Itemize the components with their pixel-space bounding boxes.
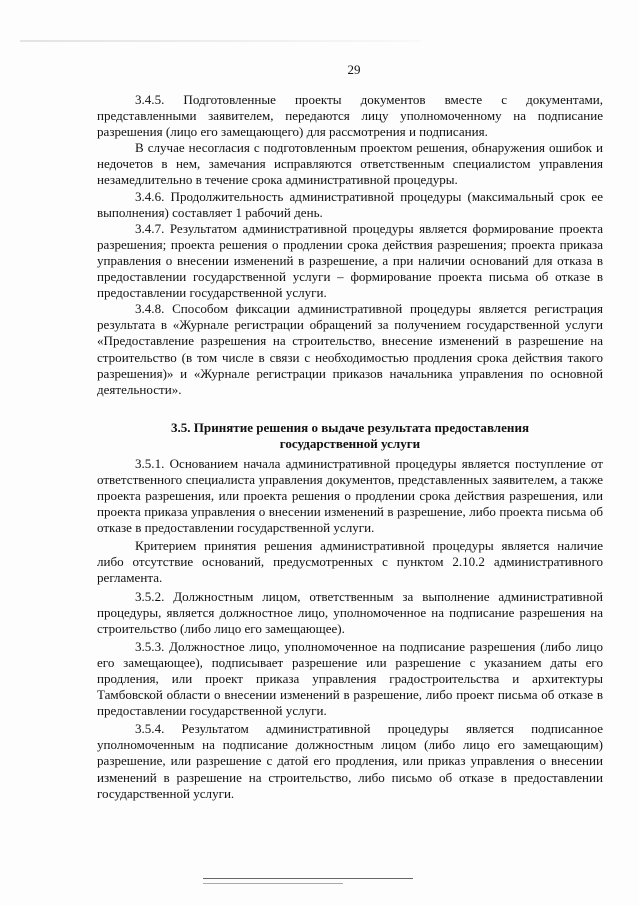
paragraph-3-5-4: 3.5.4. Результатом административной процедуры является подписанное уполномоченным на подписание должностным лицом (либо лицо его замещающим) разрешение, или разрешение с датой его продления, или приказ управления о внесении изменений в разрешение на строительство, либо письмо об отказе в предоставлении государственной услуги. [97, 721, 603, 801]
paragraph-disagreement: В случае несогласия с подготовленным проектом решения, обнаружения ошибок и недочетов в нем, замечания исправляются ответственным специалистом управления незамедлительно в течение срока административной процедуры. [97, 140, 603, 188]
section-heading-line2: государственной услуги [279, 435, 421, 451]
paragraph-3-5-2: 3.5.2. Должностным лицом, ответственным за выполнение административной процедуры, является должностное лицо, уполномоченное на подписание разрешения на строительство (либо лицо его замещающее). [97, 588, 603, 636]
footer-rule [203, 878, 413, 879]
footer-rule-secondary [203, 883, 343, 884]
paragraph-3-4-8: 3.4.8. Способом фиксации административной процедуры является регистрация результата в «Журнале регистрации обращений за получением государственной услуги «Предоставление разрешения на строительство, внесение изменений в разрешение на строительство (в том числе в связи с необходимостью продления срока действия такого разрешения)» и «Журнале регистрации приказов начальника управления по основной деятельности». [97, 301, 603, 397]
paragraph-3-4-5: 3.4.5. Подготовленные проекты документов вместе с документами, представленными заявителем, передаются лицу уполномоченному на подписание разрешения (лицо его замещающего) для рассмотрения и подписания. [97, 92, 603, 140]
section-heading-line1: 3.5. Принятие решения о выдаче результата предоставления [170, 419, 530, 435]
scan-artifact [20, 40, 420, 42]
section-heading-3-5 [97, 420, 603, 452]
paragraph-criterion: Критерием принятия решения административной процедуры является наличие либо отсутствие оснований, предусмотренных с пунктом 2.10.2 административного регламента. [97, 538, 603, 586]
paragraph-3-5-1: 3.5.1. Основанием начала административной процедуры является поступление от ответственного специалиста управления документов, представленных заявителем, а также проекта разрешения, или проекта решения о продлении срока действия разрешения, или проекта приказа управления о внесении изменений в разрешение, либо проекта письма об отказе в предоставлении государственной услуги. [97, 455, 603, 536]
page-number: 29 [347, 62, 361, 77]
paragraph-3-5-3: 3.5.3. Должностное лицо, уполномоченное на подписание разрешения (либо лицо его замещающее), подписывает разрешение или разрешение с указанием даты его продления, или проект приказа управления градостроительства и архитектуры Тамбовской области о внесении изменений в разрешение, либо проект письма об отказе в предоставлении государственной услуги. [97, 638, 603, 719]
paragraph-3-4-7: 3.4.7. Результатом административной процедуры является формирование проекта разрешения; проекта решения о продлении срока действия разрешения; проекта приказа управления о внесении изменений в разрешение, а при наличии оснований для отказа в предоставлении государственной услуги – формирование проекта письма об отказе в предоставлении государственной услуги. [97, 220, 603, 301]
paragraph-3-4-6: 3.4.6. Продолжительность административной процедуры (максимальный срок ее выполнения) составляет 1 рабочий день. [97, 188, 603, 220]
